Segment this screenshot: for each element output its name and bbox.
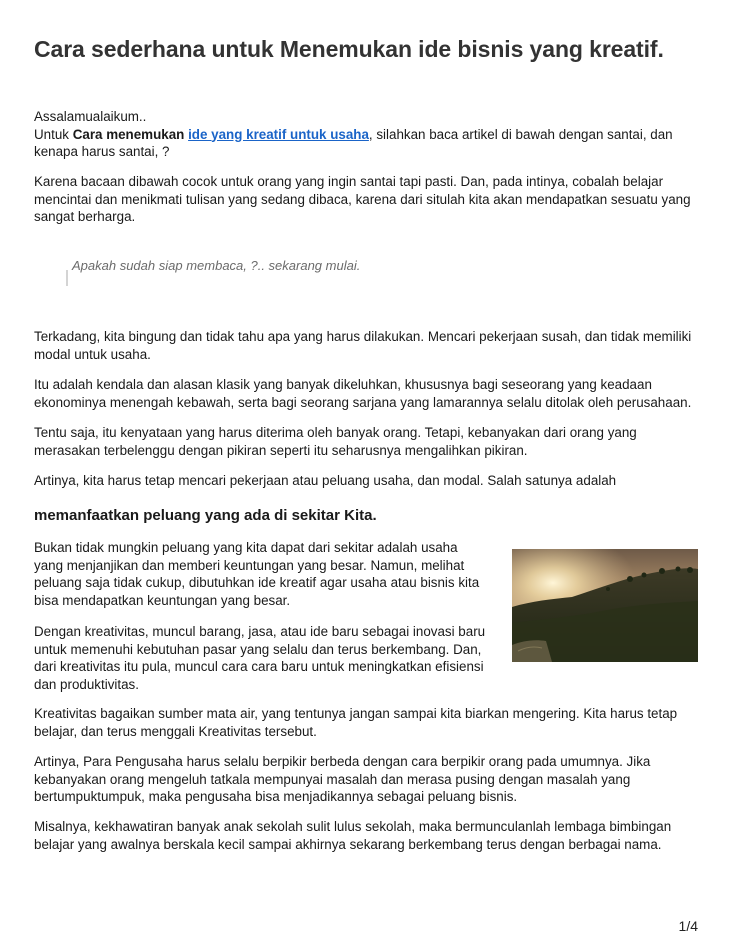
paragraph-11: Misalnya, kekhawatiran banyak anak sekolah sulit lulus sekolah, maka bermunculanlah lembaga bimbingan belajar yang awalnya berskala kecil sampai akhirnya sekarang berkembang terus dengan berbagai nama. [34,819,672,852]
greeting-text: Assalamualaikum.. [34,109,147,124]
page-title: Cara sederhana untuk Menemukan ide bisnis yang kreatif. [34,36,664,62]
intro-paragraph [34,126,698,161]
pull-quote: Apakah sudah siap membaca, ?.. sekarang mulai. [72,258,361,273]
quote-bar [66,270,68,286]
intro-block [34,108,698,161]
paragraph-3: Terkadang, kita bingung dan tidak tahu apa yang harus dilakukan. Mencari pekerjaan susah, dan tidak memiliki modal untuk usaha. [34,329,692,362]
paragraph-5: Tentu saja, itu kenyataan yang harus diterima oleh banyak orang. Tetapi, kebanyakan dari orang yang merasakan terbelenggu dengan pikiran seperti itu seharusnya mengalihkan pikiran. [34,425,637,458]
paragraph-6: Artinya, kita harus tetap mencari pekerjaan atau peluang usaha, dan modal. Salah satunya adalah [34,473,617,488]
intro-suffix: , silahkan baca artikel di bawah dengan santai, dan kenapa harus santai, ? [34,126,673,159]
paragraph-8: Dengan kreativitas, muncul barang, jasa, atau ide baru sebagai inovasi baru untuk memenuhi kebutuhan pasar yang selalu dan terus berkembang. Dan, dari kreativitas itu pula, muncul cara cara baru untuk meningkatkan efisiensi dan produktivitas. [34,624,486,692]
intro-bold-text: Cara menemukan [72,126,185,142]
section-heading: memanfaatkan peluang yang ada di sekitar Kita. [34,507,377,524]
paragraph-2: Karena bacaan dibawah cocok untuk orang yang ingin santai tapi pasti. Dan, pada intinya, cobalah belajar mencintai dan menikmati tulisan yang sedang dibaca, karena dari situlah kita akan mendapatkan sesuatu yang sangat berharga. [34,174,691,224]
article-link[interactable]: ide yang kreatif untuk usaha [188,126,369,142]
paragraph-7: Bukan tidak mungkin peluang yang kita dapat dari sekitar adalah usaha yang menjanjikan dan memberi keuntungan yang besar. Namun, melihat peluang saja tidak cukup, dibutuhkan ide kreatif agar usaha atau bisnis kita bisa mendapatkan keuntungan yang besar. [34,540,480,608]
page-number: 1/4 [678,918,698,934]
paragraph-9: Kreativitas bagaikan sumber mata air, yang tentunya jangan sampai kita biarkan mengering. Kita harus tetap belajar, dan terus menggali Kreativitas tersebut. [34,706,678,739]
intro-prefix: Untuk [34,126,73,142]
paragraph-4: Itu adalah kendala dan alasan klasik yang banyak dikeluhkan, khususnya bagi seseorang yang keadaan ekonominya menengah kebawah, serta bagi seorang sarjana yang lamarannya selalu ditolak oleh perusahaan. [34,377,692,410]
paragraph-10: Artinya, Para Pengusaha harus selalu berpikir berbeda dengan cara berpikir orang pada umumnya. Jika kebanyakan orang mengeluh tatkala mempunyai masalah dan merasa pusing dengan masalah yang bertumpuktumpuk, maka pengusaha bisa menjadikannya sebagai peluang bisnis. [34,754,651,804]
sunset-hill-photo [512,549,698,662]
